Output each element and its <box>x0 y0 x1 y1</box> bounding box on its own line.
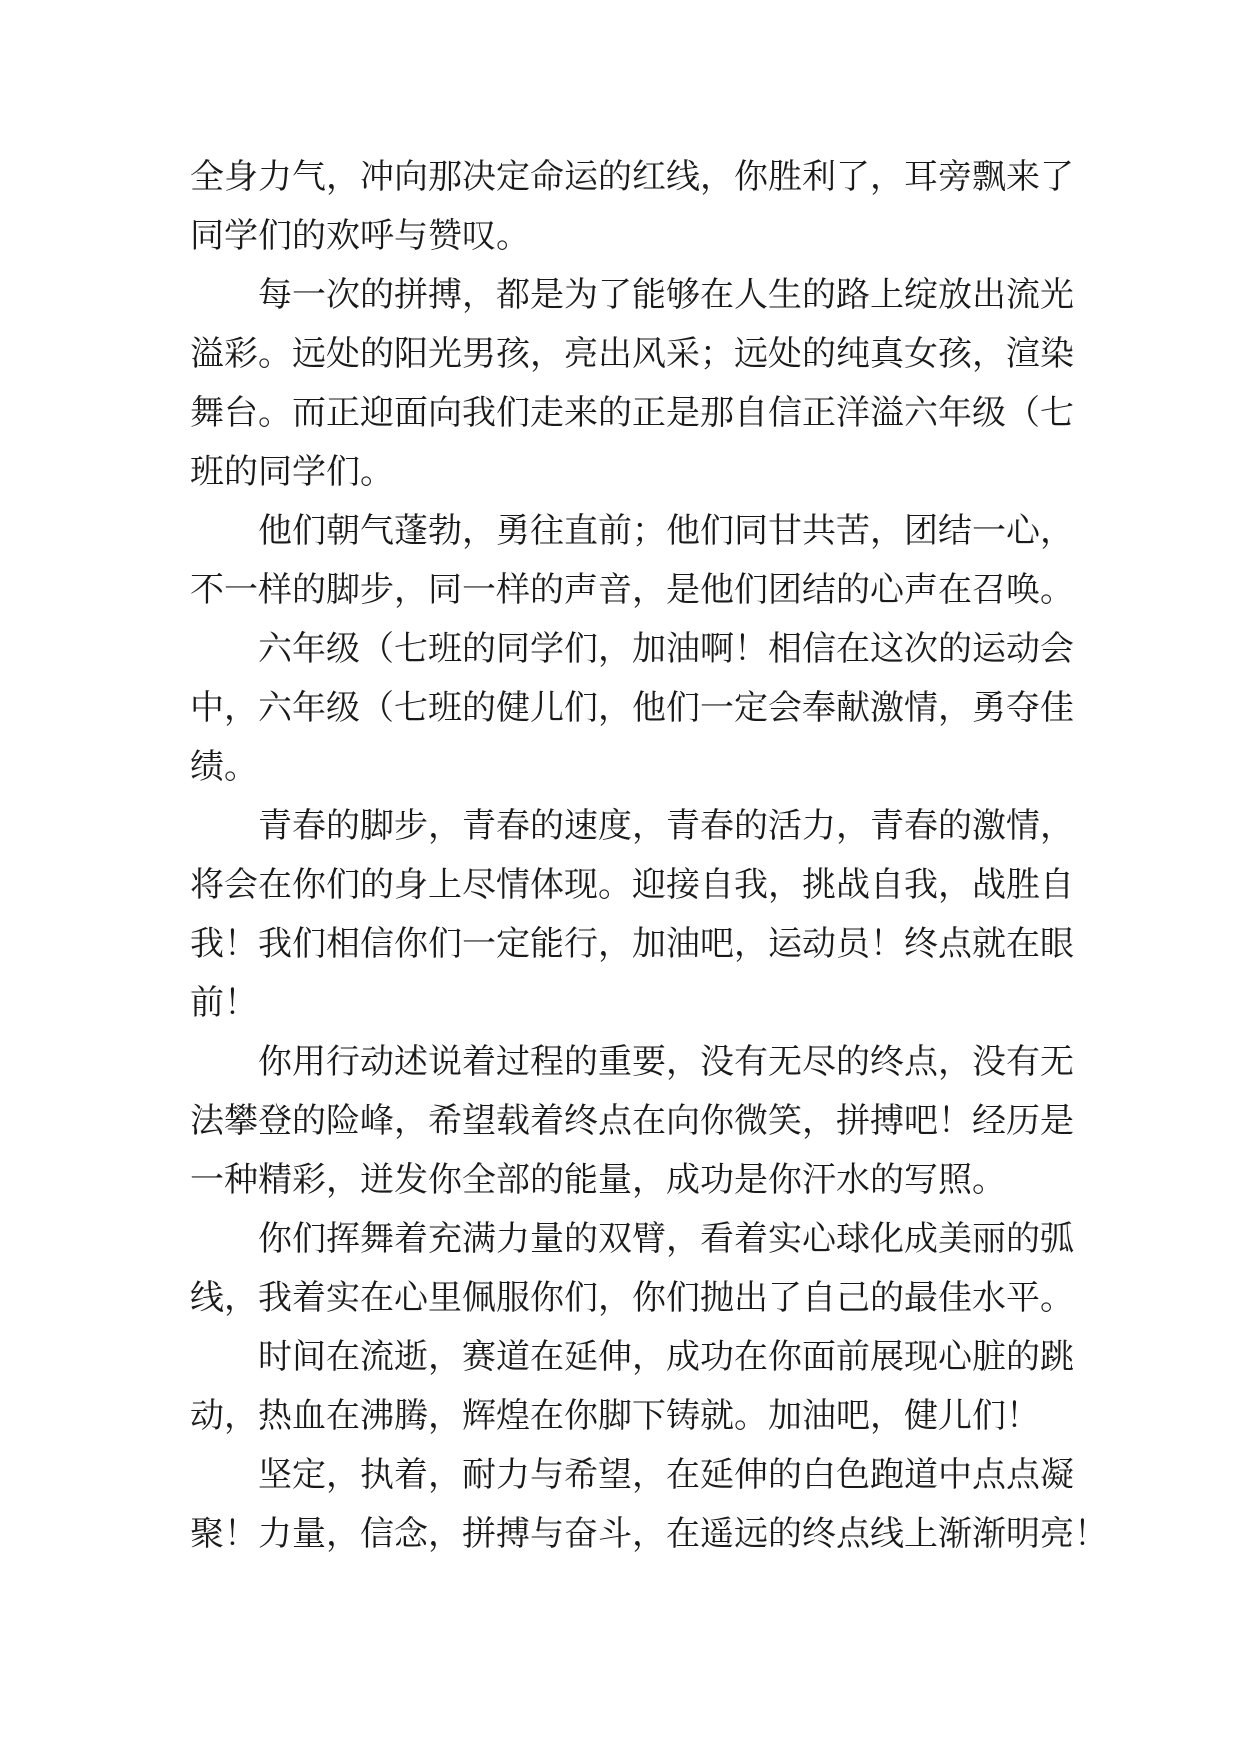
paragraph-1 <box>190 148 1074 266</box>
paragraph-3 <box>190 502 1074 620</box>
text-line: 溢彩。远处的阳光男孩，亮出风采；远处的纯真女孩，渲染 <box>190 334 1074 374</box>
paragraph-7 <box>190 1210 1074 1328</box>
document-body <box>190 148 1108 1564</box>
text-line: 动，热血在沸腾，辉煌在你脚下铸就。加油吧，健儿们！ <box>190 1396 1040 1436</box>
text-line: 舞台。而正迎面向我们走来的正是那自信正洋溢六年级（七 <box>190 393 1074 433</box>
text-line: 中，六年级（七班的健儿们，他们一定会奉献激情，勇夺佳 <box>190 688 1074 728</box>
text-line: 将会在你们的身上尽情体现。迎接自我，挑战自我，战胜自 <box>190 865 1074 905</box>
text-line: 每一次的拼搏，都是为了能够在人生的路上绽放出流光 <box>258 275 1074 315</box>
paragraph-6 <box>190 1033 1074 1210</box>
text-line: 不一样的脚步，同一样的声音，是他们团结的心声在召唤。 <box>190 570 1074 610</box>
text-line: 聚！力量，信念，拼搏与奋斗，在遥远的终点线上渐渐明亮！ <box>190 1514 1108 1554</box>
paragraph-4 <box>190 620 1074 797</box>
paragraph-8 <box>190 1328 1074 1446</box>
paragraph-2 <box>190 266 1074 502</box>
text-line: 班的同学们。 <box>190 452 394 492</box>
text-line: 我！我们相信你们一定能行，加油吧，运动员！终点就在眼 <box>190 924 1074 964</box>
text-line: 线，我着实在心里佩服你们，你们抛出了自己的最佳水平。 <box>190 1278 1074 1318</box>
text-line: 同学们的欢呼与赞叹。 <box>190 216 530 256</box>
text-line: 青春的脚步，青春的速度，青春的活力，青春的激情， <box>258 806 1074 846</box>
text-line: 法攀登的险峰，希望载着终点在向你微笑，拼搏吧！经历是 <box>190 1101 1074 1141</box>
text-line: 你们挥舞着充满力量的双臂，看着实心球化成美丽的弧 <box>258 1219 1074 1259</box>
text-line: 一种精彩，迸发你全部的能量，成功是你汗水的写照。 <box>190 1160 1006 1200</box>
text-line: 你用行动述说着过程的重要，没有无尽的终点，没有无 <box>258 1042 1074 1082</box>
text-line: 时间在流逝，赛道在延伸，成功在你面前展现心脏的跳 <box>258 1337 1074 1377</box>
text-line: 前！ <box>190 983 258 1023</box>
text-line: 绩。 <box>190 747 258 787</box>
text-line: 六年级（七班的同学们，加油啊！相信在这次的运动会 <box>258 629 1074 669</box>
paragraph-9 <box>190 1446 1108 1564</box>
text-line: 坚定，执着，耐力与希望，在延伸的白色跑道中点点凝 <box>258 1455 1074 1495</box>
text-line: 他们朝气蓬勃，勇往直前；他们同甘共苦，团结一心， <box>258 511 1074 551</box>
text-line: 全身力气，冲向那决定命运的红线，你胜利了，耳旁飘来了 <box>190 157 1074 197</box>
paragraph-5 <box>190 797 1074 1033</box>
